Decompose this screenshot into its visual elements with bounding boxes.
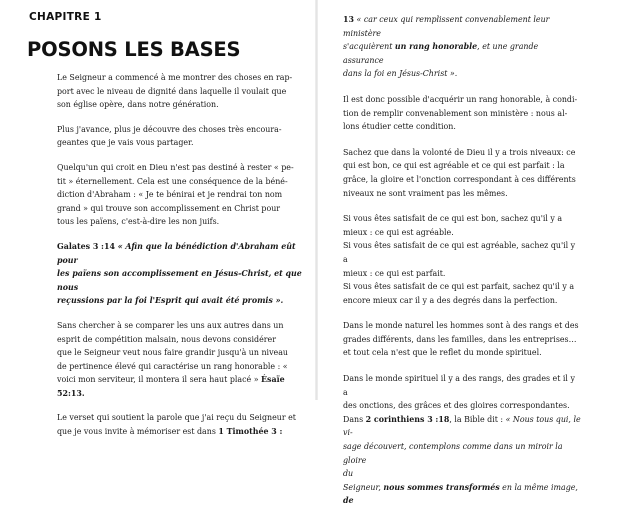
right-page bbox=[318, 0, 635, 506]
text-run: un rang honorable bbox=[394, 42, 478, 52]
text-run: Si vous êtes satisfait de ce qui est bon, sachez qu'il y a mieux : ce qui est agréable. Si vous êtes satisfait de ce qui est agréable, sachez qu'il y a mieux : ce qui est parfait. Si vous êtes satisfait de ce qui est parfait, sachez qu'il y a encore mieux car il y a des degrés dans la perfection. bbox=[343, 214, 576, 305]
text-run: Quelqu'un qui croit en Dieu n'est pas destiné à rester « pe- tit » éternellement. Cela est une conséquence de la béné- diction d'Abraham : « Je te bénirai et je rendrai ton nom grand » qui trouve son accomplissement en Christ pour tous les païens, c'est-à-dire les non juifs. bbox=[57, 162, 294, 227]
chapter-label: CHAPITRE 1 bbox=[29, 11, 102, 23]
text-run: 1 Timothée 3 : bbox=[218, 427, 283, 437]
text-run: 2 corinthiens 3 :18 bbox=[365, 414, 450, 424]
text-run: « car ceux qui remplissent convenablement leur ministère s'acquièrent bbox=[343, 15, 550, 52]
text-run: « Afin que la bénédiction d'Abraham eût pour les païens son accomplissement en Jésus-Christ, et que nous reçussions par la foi l'Esprit qui avait été promis ». bbox=[57, 241, 302, 306]
text-run: Le verset qui soutient la parole que j'ai reçu du Seigneur et que je vous invite à mémoriser est dans bbox=[57, 413, 296, 437]
left-body bbox=[57, 71, 303, 450]
paragraph-possible bbox=[343, 93, 581, 134]
text-run: Le Seigneur a commencé à me montrer des choses en rap- port avec le niveau de dignité dans laquelle il voulait que son église opère, dans notre génération. bbox=[57, 73, 293, 110]
text-run: 13 bbox=[343, 15, 354, 24]
text-run: Sachez que dans la volonté de Dieu il y a trois niveaux: ce qui est bon, ce qui est agréable et ce qui est parfait : la grâce, la gloire et l'onction correspondant à ces différents niveaux ne sont vraiment pas les mêmes. bbox=[343, 147, 576, 198]
text-run: Ésaïe 52:13. bbox=[57, 375, 285, 398]
paragraph-intro bbox=[57, 71, 303, 112]
paragraph-niveaux bbox=[343, 146, 581, 200]
paragraph-satisfait bbox=[343, 212, 581, 307]
text-run: , et une grande assurance dans la foi en Jésus-Christ ». bbox=[343, 42, 539, 79]
chapter-title: POSONS LES BASES bbox=[27, 38, 241, 61]
text-run: Dans le monde spirituel il y a des rangs, des grades et il y a des onctions, des grâces et des gloires correspondantes. Dans bbox=[343, 374, 575, 424]
text-run: , la Bible dit : bbox=[449, 414, 506, 424]
paragraph-timothee bbox=[57, 411, 303, 438]
paragraph-progression bbox=[57, 123, 303, 150]
paragraph-verse13 bbox=[343, 13, 581, 81]
text-run: nous sommes transformés bbox=[383, 482, 500, 492]
paragraph-monde-naturel bbox=[343, 319, 581, 360]
text-run: Galates 3 :14 bbox=[57, 241, 115, 251]
left-page bbox=[0, 0, 316, 437]
paragraph-monde-spirituel bbox=[343, 372, 581, 508]
right-body bbox=[343, 13, 581, 520]
paragraph-galates bbox=[57, 240, 303, 308]
text-run: Plus j'avance, plus je découvre des choses très encoura- geantes que je vais vous partager. bbox=[57, 124, 282, 148]
paragraph-competition bbox=[57, 319, 303, 401]
text-run: en la même image, bbox=[499, 482, 578, 492]
text-run: de bbox=[343, 496, 354, 506]
paragraph-abraham bbox=[57, 161, 303, 229]
text-run: Dans le monde naturel les hommes sont à des rangs et des grades différents, dans les familles, dans les entreprises… et tout cela n'est que le reflet du monde spirituel. bbox=[343, 321, 579, 358]
text-run: Il est donc possible d'acquérir un rang honorable, à condi- tion de remplir convenablement son ministère : nous al- lons étudier cette condition. bbox=[343, 94, 578, 132]
text-run: « Nous tous qui, le vi- sage découvert, contemplons comme dans un miroir la gloire du Seigneur, bbox=[343, 414, 581, 492]
text-run: Sans chercher à se comparer les uns aux autres dans un esprit de compétition malsain, nous devons considérer que le Seigneur veut nous faire grandir jusqu'à un niveau de pertinence élevé qui caractérise un rang honorable : « voici mon serviteur, il montera il sera haut placé » bbox=[57, 320, 288, 385]
